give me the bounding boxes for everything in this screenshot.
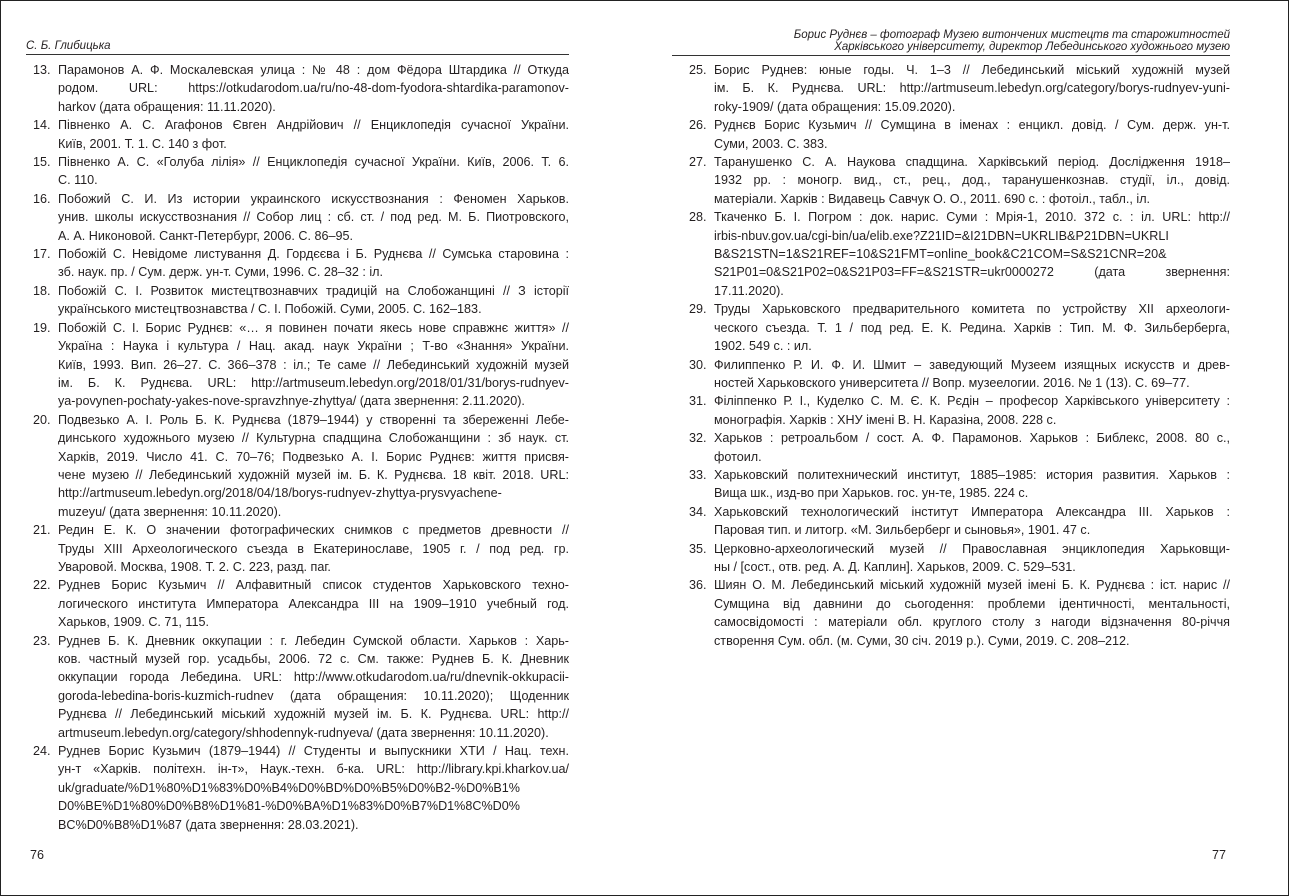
bibliography-entry <box>689 61 1230 116</box>
entry-number: 28. <box>689 210 707 225</box>
entry-text-line: Руднєва // Лебединський міський художній музей ім. Б. К. Руднєва. URL: http:// <box>58 707 569 722</box>
entry-text-line: зб. наук. пр. / Сум. держ. ун-т. Суми, 1996. С. 28–32 : іл. <box>58 265 383 280</box>
entry-number: 23. <box>33 633 51 648</box>
bibliography-entry <box>689 392 1230 429</box>
entry-number: 29. <box>689 302 707 317</box>
entry-text-line: фотоил. <box>714 449 762 464</box>
entry-text-line: Таранушенко С. А. Наукова спадщина. Харківський період. Дослідження 1918– <box>714 155 1230 170</box>
entry-text-line: D0%BE%D1%80%D0%B8%D1%81-%D0%BA%D1%83%D0%B7%D1%8C%D0% <box>58 799 520 814</box>
entry-number: 24. <box>33 744 51 759</box>
entry-text-line: родом. URL: https://otkudarodom.ua/ru/no-48-dom-fyodora-shtardika-paramonov- <box>58 81 569 96</box>
entry-text-line: ков. частный музей гор. усадьбы, 2006. 72 с. См. также: Руднев Б. К. Дневник <box>58 652 569 666</box>
entry-text-line: логического института Императора Александра III на 1909–1910 учебный год. <box>58 596 569 611</box>
entry-text-line: ностей Харьковского университета // Вопр. музеелогии. 2016. № 1 (13). С. 69–77. <box>714 375 1190 390</box>
entry-text-line: Филиппенко Р. И. Ф. И. Шмит – заведующий Музеем изящных искусств и древ- <box>714 357 1230 372</box>
entry-number: 22. <box>33 578 51 593</box>
entry-text-line: Подвезько А. І. Роль Б. К. Руднєва (1879–1944) у створенні та збереженні Лебе- <box>58 412 569 427</box>
entry-number: 19. <box>33 320 51 335</box>
entry-text-line: harkov (дата обращения: 11.11.2020). <box>58 99 276 114</box>
entry-number: 14. <box>33 118 51 133</box>
entry-text-line: Суми, 2003. С. 383. <box>714 136 828 151</box>
page-number: 77 <box>1211 848 1226 862</box>
bibliography-entry <box>689 466 1230 503</box>
running-header <box>26 0 569 55</box>
entry-text-line: roky-1909/ (дата обращения: 15.09.2020). <box>714 99 956 114</box>
entry-text-line: Побожий С. И. Из истории украинского искусствознания : Феномен Харьков. <box>58 191 569 206</box>
bibliography-entry <box>689 540 1230 577</box>
bibliography-entry <box>33 521 569 576</box>
entry-number: 32. <box>689 431 707 446</box>
bibliography-entry <box>33 245 569 282</box>
entry-text-line: Півненко А. С. Агафонов Євген Андрійович // Енциклопедія сучасної України. <box>58 118 569 133</box>
bibliography-entry <box>689 356 1230 393</box>
entry-text-line: Київ, 1993. Вип. 26–27. С. 366–378 : іл.; Те саме // Лебединський художній музей <box>58 357 569 372</box>
entry-text-line: А. А. Никоновой. Санкт-Петербург, 2006. С. 86–95. <box>58 228 353 243</box>
entry-text-line: 17.11.2020). <box>714 283 784 298</box>
entry-text-line: Харьковский политехнический институт, 1885–1985: история развития. Харьков : <box>714 467 1230 482</box>
entry-text-line: С. 110. <box>58 173 98 188</box>
entry-number: 31. <box>689 394 707 409</box>
entry-text-line: Побожій С. І. Борис Руднєв: «… я повинен почати якесь нове справжнє життя» // <box>58 320 569 335</box>
bibliography-entry <box>33 742 569 834</box>
entry-text-line: 1902. 549 с. : ил. <box>714 339 812 354</box>
entry-number: 15. <box>33 155 51 170</box>
entry-number: 34. <box>689 504 707 519</box>
entry-text-line: Труды XIII Археологического съезда в Екатеринославе, 1905 г. / под ред. гр. <box>58 541 569 556</box>
entry-text-line: Руднев Б. К. Дневник оккупации : г. Лебедин Сумской области. Харьков : Харь- <box>58 633 569 648</box>
entry-text-line: ческого съезда. Т. 1 / под ред. Е. К. Редина. Харків : Тип. М. Ф. Зильберберга, <box>714 320 1230 335</box>
entry-number: 33. <box>689 467 707 482</box>
header-title <box>794 29 1230 53</box>
entry-text-line: goroda-lebedina-boris-kuzmich-rudnev (дата обращения: 10.11.2020); Щоденник <box>58 688 569 703</box>
header-title-line: Харківського університету, директор Лебединського художнього музею <box>834 41 1230 53</box>
entry-number: 17. <box>33 247 51 262</box>
header-title-line: Борис Руднєв – фотограф Музею витончених мистецтв та старожитностей <box>793 29 1230 41</box>
entry-text-line: Паровая тип. и литогр. «М. Зильберберг и сыновья», 1901. 47 с. <box>714 523 1091 538</box>
entry-text-line: Сумщина від давнини до сьогодення: проблеми ідентичності, ментальності, <box>714 596 1230 611</box>
entry-text-line: Побожій С. Невідоме листування Д. Гордєєва і Б. Руднєва // Сумська старовина : <box>58 247 569 262</box>
bibliography-entry <box>33 576 569 631</box>
entry-text-line: Філіппенко Р. І., Куделко С. М. Є. К. Рєдін – професор Харківського університету : <box>714 394 1230 409</box>
bibliography-entry <box>33 153 569 190</box>
entry-text-line: створення Сум. обл. (м. Суми, 30 січ. 2019 р.). Суми, 2019. С. 208–212. <box>714 633 1130 648</box>
entry-text-line: Харьковский технологический інститут Императора Александра III. Харьков : <box>714 504 1230 519</box>
entry-text-line: muzeyu/ (дата звернення: 10.11.2020). <box>58 504 282 519</box>
entry-text-line: B&S21STN=1&S21REF=10&S21FMT=online_book&C21COM=S&S21CNR=20& <box>714 247 1167 262</box>
bibliography-entry <box>689 116 1230 153</box>
entry-text-line: Вища шк., изд-во при Харьков. гос. ун-те, 1985. 224 с. <box>714 486 1029 501</box>
bibliography-entry <box>689 576 1230 650</box>
entry-text-line: українського мистецтвознавства / С. І. Побожій. Суми, 2005. С. 162–183. <box>58 302 482 317</box>
entry-number: 25. <box>689 63 707 77</box>
entry-number: 16. <box>33 191 51 206</box>
entry-text-line: Харьков, 1909. С. 71, 115. <box>58 615 210 630</box>
entry-text-line: унив. школы искусствознания // Собор лиц : сб. ст. / под ред. М. Б. Пиотровского, <box>58 210 569 225</box>
right-page <box>672 0 1230 896</box>
entry-text-line: Парамонов А. Ф. Москалевская улица : № 48 : дом Фёдора Штардика // Откуда <box>58 63 569 77</box>
page-number: 76 <box>30 848 45 862</box>
bibliography-list <box>33 61 569 834</box>
header-author: С. Б. Глибицька <box>26 40 111 52</box>
bibliography-entry <box>33 411 569 521</box>
entry-text-line: динського художнього музею // Культурна спадщина Слобожанщини : зб наук. ст. <box>58 431 569 446</box>
entry-text-line: Харьков : ретроальбом / сост. А. Ф. Парамонов. Харьков : Библекс, 2008. 80 с., <box>714 431 1230 446</box>
entry-text-line: Півненко А. С. «Голуба лілія» // Енциклопедія сучасної України. Київ, 2006. Т. 6. <box>58 155 569 170</box>
entry-text-line: Руднев Борис Кузьмич // Алфавитный список студентов Харьковского техно- <box>58 578 569 593</box>
entry-text-line: Уваровой. Москва, 1908. Т. 2. С. 223, разд. паг. <box>58 559 331 574</box>
entry-number: 18. <box>33 283 51 298</box>
entry-text-line: BC%D0%B8%D1%87 (дата звернення: 28.03.2021). <box>58 817 359 832</box>
bibliography-entry <box>33 632 569 742</box>
entry-text-line: artmuseum.lebedyn.org/category/shhodennyk-rudnyeva/ (дата звернення: 10.11.2020). <box>58 725 549 740</box>
bibliography-list <box>689 61 1230 650</box>
bibliography-entry <box>33 282 569 319</box>
entry-number: 21. <box>33 523 51 538</box>
entry-text-line: Київ, 2001. Т. 1. С. 140 з фот. <box>58 136 227 151</box>
entry-text-line: ун-т «Харків. політехн. ін-т», Наук.-техн. б-ка. URL: http://library.kpi.kharkov.ua/ <box>58 762 569 777</box>
entry-number: 13. <box>33 63 51 77</box>
entry-number: 30. <box>689 357 707 372</box>
entry-text-line: монографія. Харків : ХНУ імені В. Н. Каразіна, 2008. 228 с. <box>714 412 1057 427</box>
entry-text-line: Борис Руднев: юные годы. Ч. 1–3 // Лебединський міський художній музей <box>714 63 1230 77</box>
entry-text-line: ны / [сост., отв. ред. А. Д. Каплин]. Харьков, 2009. С. 529–531. <box>714 559 1076 574</box>
entry-number: 20. <box>33 412 51 427</box>
entry-text-line: ya-povynen-pochaty-yakes-nove-spravzhnye-zhyttya/ (дата звернення: 2.11.2020). <box>58 394 525 409</box>
entry-text-line: оккупации города Лебедина. URL: http://www.otkudarodom.ua/ru/dnevnik-okkupacii- <box>58 670 569 685</box>
bibliography-entry <box>33 319 569 411</box>
running-header <box>672 0 1230 56</box>
entry-text-line: Церковно-археологический музей // Православная энциклопедия Харьковщи- <box>714 541 1230 556</box>
entry-text-line: Побожій С. І. Розвиток мистецтвознавчих традицій на Слобожанщині // З історії <box>58 283 569 298</box>
entry-text-line: Труды Харьковского предварительного комитета по устройству XII археологи- <box>714 302 1230 317</box>
bibliography-entry <box>689 429 1230 466</box>
entry-text-line: Редин Е. К. О значении фотографических снимков с предметов древности // <box>58 523 569 538</box>
bibliography-entry <box>33 116 569 153</box>
bibliography-entry <box>689 300 1230 355</box>
entry-number: 27. <box>689 155 707 170</box>
left-page <box>26 0 569 896</box>
entry-number: 26. <box>689 118 707 133</box>
entry-text-line: Руднєв Борис Кузьмич // Сумщина в іменах : енцикл. довід. / Сум. держ. ун-т. <box>714 118 1230 133</box>
bibliography-entry <box>689 503 1230 540</box>
entry-number: 35. <box>689 541 707 556</box>
entry-text-line: Харків, 2019. Число 41. С. 70–76; Подвезько А. І. Борис Руднєв: життя присвя- <box>58 449 569 464</box>
entry-text-line: irbis-nbuv.gov.ua/cgi-bin/ua/elib.exe?Z21ID=&I21DBN=UKRLIB&P21DBN=UKRLI <box>714 228 1169 243</box>
bibliography-entry <box>33 190 569 245</box>
bibliography-entry <box>689 153 1230 208</box>
entry-number: 36. <box>689 578 707 593</box>
entry-text-line: чене музею // Лебединський художній музей ім. Б. К. Руднєва. 18 квіт. 2018. URL: <box>58 467 569 482</box>
entry-text-line: 1932 рр. : моногр. вид., ст., рец., дод., таранушенкознав. студії, іл., довід. <box>714 173 1230 188</box>
entry-text-line: http://artmuseum.lebedyn.org/2018/04/18/borys-rudnyev-zhyttya-prysvyachene- <box>58 486 502 501</box>
entry-text-line: S21P01=0&S21P02=0&S21P03=FF=&S21STR=ukr0000272 (дата звернення: <box>714 265 1230 280</box>
bibliography-entry <box>33 61 569 116</box>
entry-text-line: Україна : Наука і культура / Нац. акад. наук України ; Т-во «Знання» України. <box>58 339 569 354</box>
entry-text-line: ім. Б. К. Руднєва. URL: http://artmuseum.lebedyn.org/category/borys-rudnyev-yuni- <box>714 81 1230 96</box>
entry-text-line: самосвідомості : матеріали обл. круглого столу з нагоди відзначення 80-річчя <box>714 615 1230 630</box>
entry-text-line: ім. Б. К. Руднєва. URL: http://artmuseum.lebedyn.org/2018/01/31/borys-rudnyev- <box>58 375 569 390</box>
entry-text-line: Шиян О. М. Лебединський міський художній музей імені Б. К. Руднєва : іст. нарис // <box>714 578 1230 593</box>
entry-text-line: матеріали. Харків : Видавець Савчук О. О., 2011. 690 с. : фотоіл., табл., іл. <box>714 191 1151 206</box>
entry-text-line: Руднев Борис Кузьмич (1879–1944) // Студенты и выпускники ХТИ / Нац. техн. <box>58 744 569 759</box>
entry-text-line: Ткаченко Б. І. Погром : док. нарис. Суми : Мрія-1, 2010. 372 с. : іл. URL: http:// <box>714 210 1230 225</box>
bibliography-entry <box>689 208 1230 300</box>
entry-text-line: uk/graduate/%D1%80%D1%83%D0%B4%D0%BD%D0%B5%D0%B2-%D0%B1% <box>58 780 520 795</box>
